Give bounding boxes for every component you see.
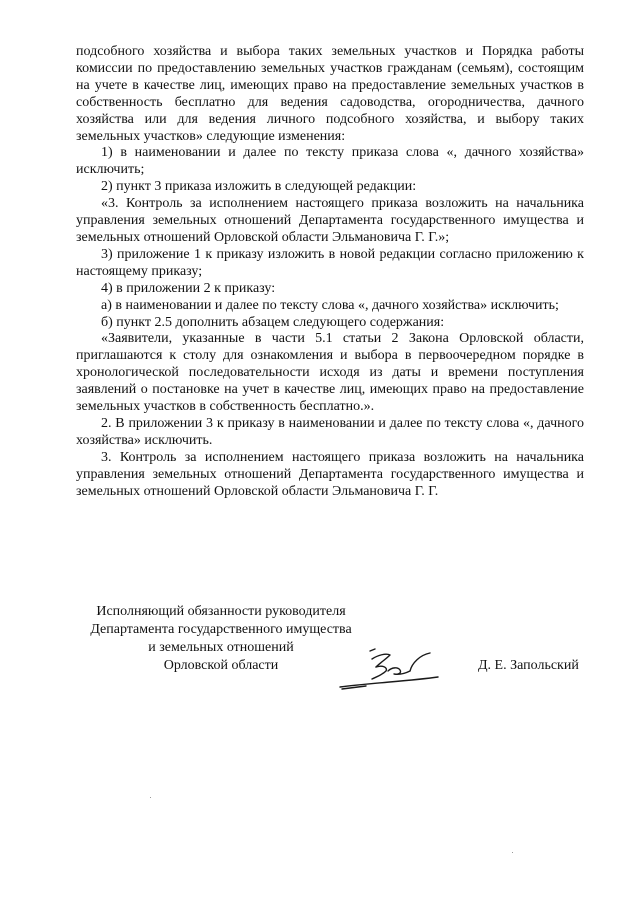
document-body: [76, 44, 584, 500]
paragraph-item-2-quote: «3. Контроль за исполнением настоящего приказа возложить на начальника управления земельных отношений Департамента государственного имущества и земельных отношений Орловской области Эльмановича Г. Г.»;: [76, 196, 584, 245]
signer-name: Д. Е. Запольский: [478, 658, 579, 673]
scan-speck: [150, 797, 151, 798]
paragraph-section-2: 2. В приложении 3 к приказу в наименовании и далее по тексту слова «, дачного хозяйства» исключить.: [76, 415, 584, 448]
handwritten-signature: [320, 637, 440, 697]
paragraph-intro: подсобного хозяйства и выбора таких земельных участков и Порядка работы комиссии по предоставлению земельных участков гражданам (семьям), состоящим на учете в качестве лиц, имеющих право на предоставление земельных участков в собственность бесплатно для ведения садоводства, огородничества, дачного хозяйства или для ведения личного подсобного хозяйства, и выбору таких земельных участков» следующие изменения:: [76, 44, 584, 144]
paragraph-item-4b: б) пункт 2.5 дополнить абзацем следующего содержания:: [101, 314, 445, 330]
paragraph-item-4b-quote: «Заявители, указанные в части 5.1 статьи 2 Закона Орловской области, приглашаются к столу для ознакомления и выбора в первоочередном порядке в хронологической последовательности исходя из даты и времени поступления заявлений о постановке на учет в качестве лиц, имеющих право на предоставление земельных участков в собственность бесплатно.».: [76, 331, 584, 415]
paragraph-item-1: 1) в наименовании и далее по тексту приказа слова «, дачного хозяйства» исключить;: [76, 145, 584, 178]
paragraph-item-3: 3) приложение 1 к приказу изложить в новой редакции согласно приложению к настоящему приказу;: [76, 246, 584, 279]
signer-position-line: Исполняющий обязанности руководителя: [96, 604, 346, 619]
paragraph-item-4a: а) в наименовании и далее по тексту слова «, дачного хозяйства» исключить;: [101, 297, 559, 313]
paragraph-item-2: 2) пункт 3 приказа изложить в следующей редакции:: [101, 179, 417, 195]
signer-position-line: Департамента государственного имущества: [90, 622, 352, 637]
signer-position-line: и земельных отношений: [148, 640, 294, 655]
signer-position-line: Орловской области: [163, 658, 279, 673]
paragraph-item-4: 4) в приложении 2 к приказу:: [101, 280, 276, 296]
scan-speck: [512, 852, 513, 853]
paragraph-section-3: 3. Контроль за исполнением настоящего приказа возложить на начальника управления земельных отношений Департамента государственного имущества и земельных отношений Орловской области Эльмановича Г. Г.: [76, 449, 584, 499]
